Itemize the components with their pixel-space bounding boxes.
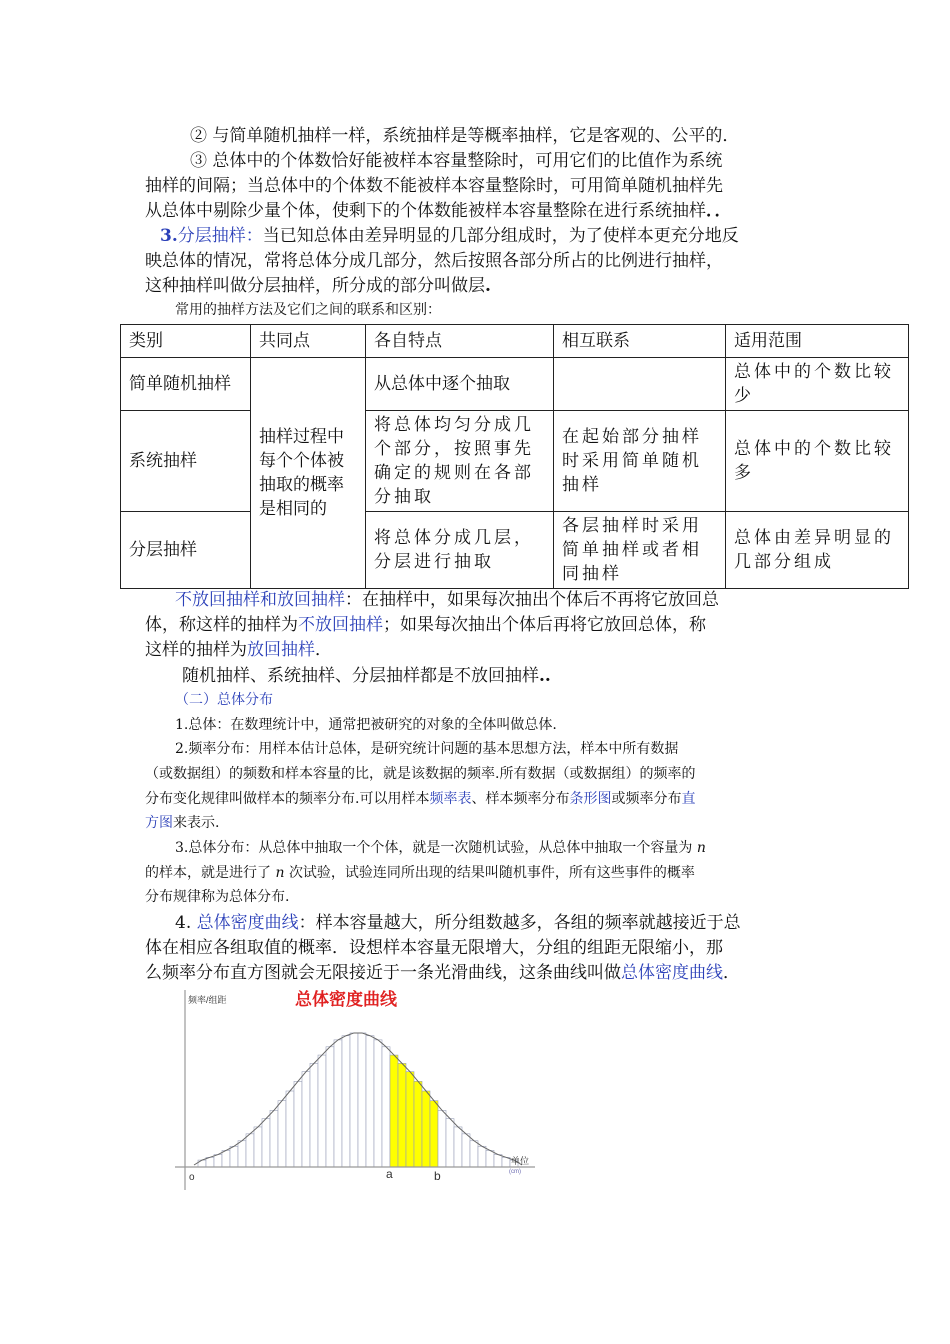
- text-line: 2.频率分布：用样本估计总体，是研究统计问题的基本思想方法，样本中所有数据: [175, 741, 679, 757]
- text-line: [145, 199, 732, 223]
- text-line: ③ 总体中的个体数恰好能被样本容量整除时，可用它们的比值作为系统: [190, 151, 723, 171]
- text-line: 映总体的情况，常将总体分成几部分，然后按照各部分所占的比例进行抽样，: [145, 251, 723, 271]
- text-span: 3.总体分布：从总体中抽取一个个体，就是一次随机试验，从总体中抽取一个容量为: [175, 840, 693, 856]
- text-span: n: [275, 865, 285, 881]
- table-cell: [554, 358, 726, 411]
- table-cell: 分层抽样: [121, 512, 251, 589]
- text-span: 次试验，试验连同所出现的结果叫随机事件，所有这些事件的概率: [288, 865, 695, 881]
- histogram-bar: [446, 1119, 454, 1167]
- histogram-bar: [302, 1072, 310, 1167]
- table-header-row: [121, 325, 909, 358]
- text-span: 的样本，就是进行了: [145, 865, 271, 881]
- histogram-bar: [366, 1036, 374, 1167]
- histogram-bar: [270, 1110, 278, 1167]
- text-span: 这种抽样叫做分层抽样，所分成的部分叫做层: [145, 276, 485, 296]
- text-span: 随机抽样、系统抽样、分层抽样都是不放回抽样: [182, 666, 539, 686]
- histogram-bar: [374, 1040, 382, 1167]
- chart-title: 总体密度曲线: [295, 990, 397, 1009]
- table-caption: 常用的抽样方法及它们之间的联系和区别：: [175, 302, 441, 318]
- x-axis-unit: (cm): [509, 1169, 521, 1175]
- text-line: [145, 613, 706, 637]
- text-line: [145, 862, 695, 884]
- histogram-bar: [494, 1155, 502, 1167]
- table-row: [121, 512, 909, 589]
- density-definition: [175, 911, 741, 935]
- text-span: ：在抽样中，如果每次抽出个体后不再将它放回总: [345, 590, 719, 610]
- header-cell: 适用范围: [726, 325, 909, 358]
- histogram-bar: [198, 1160, 206, 1167]
- highlighted-bar: [398, 1063, 406, 1167]
- table-cell: 在起始部分抽样时采用简单随机抽样: [554, 411, 726, 512]
- text-line: 抽样的间隔；当总体中的个体数不能被样本容量整除时，可用简单随机抽样先: [145, 176, 723, 196]
- tick-label-a: a: [386, 1167, 393, 1181]
- term-link[interactable]: 总体密度曲线: [621, 963, 723, 983]
- term-link[interactable]: 分层抽样：: [177, 226, 263, 246]
- item-number: 3.: [160, 226, 178, 246]
- table-cell: 总体中的个数比较多: [726, 411, 909, 512]
- replacement-definition: [175, 588, 719, 612]
- header-cell: 相互联系: [554, 325, 726, 358]
- table-cell: 总体中的个数比较少: [726, 358, 909, 411]
- y-axis-label: 频率/组距: [188, 995, 227, 1005]
- sampling-comparison-table: [120, 324, 909, 589]
- section-heading: （二）总体分布: [175, 692, 273, 708]
- histogram-bar: [478, 1146, 486, 1167]
- table-cell: 将总体均匀分成几个部分，按照事先确定的规则在各部分抽取: [366, 411, 554, 512]
- table-row: [121, 411, 909, 512]
- histogram-bar: [262, 1119, 270, 1167]
- histogram-bar: [294, 1081, 302, 1167]
- histogram-bar: [278, 1101, 286, 1167]
- histogram-bar: [454, 1127, 462, 1167]
- histogram-bar: [462, 1134, 470, 1167]
- highlighted-bar: [406, 1072, 414, 1167]
- histogram-bar: [486, 1150, 494, 1167]
- histogram-bar: [310, 1063, 318, 1167]
- histogram-bars: [198, 1033, 518, 1167]
- histogram-bar: [238, 1141, 246, 1167]
- text-span: 当已知总体由差异明显的几部分组成时，为了使样本更充分地反: [262, 226, 739, 246]
- text-line: ② 与简单随机抽样一样，系统抽样是等概率抽样，它是客观的、公平的．: [190, 126, 740, 146]
- tick-label-b: b: [434, 1169, 441, 1183]
- text-span: 来表示.: [173, 815, 220, 831]
- density-histogram-chart: [170, 985, 540, 1195]
- histogram-bar: [438, 1110, 446, 1167]
- histogram-bar: [254, 1127, 262, 1167]
- text-span: .: [485, 276, 491, 296]
- x-axis-label: 单位: [511, 1156, 530, 1166]
- text-span: 么频率分布直方图就会无限接近于一条光滑曲线，这条曲线叫做: [145, 963, 621, 983]
- text-line: [145, 788, 695, 810]
- histogram-bar: [246, 1134, 254, 1167]
- text-span: ；如果每次抽出个体后再将它放回总体，称: [383, 615, 706, 635]
- text-span: ．．: [706, 201, 732, 221]
- highlighted-bar: [430, 1101, 438, 1167]
- text-span: ..: [539, 666, 551, 686]
- histogram-bar: [230, 1146, 238, 1167]
- text-line: 分布规律称为总体分布.: [145, 889, 290, 905]
- term-link[interactable]: 不放回抽样和放回抽样: [175, 590, 345, 610]
- histogram-bar: [334, 1040, 342, 1167]
- text-line: [145, 812, 219, 834]
- text-line: [145, 961, 740, 985]
- table-cell: 总体由差异明显的几部分组成: [726, 512, 909, 589]
- histogram-bar: [214, 1155, 222, 1167]
- histogram-bar: [342, 1036, 350, 1167]
- term-link[interactable]: 频率表: [429, 791, 472, 807]
- table-cell: 将总体分成几层，分层进行抽取: [366, 512, 554, 589]
- histogram-bar: [318, 1055, 326, 1167]
- term-link[interactable]: 方图: [145, 815, 173, 831]
- text-line: 1.总体：在数理统计中，通常把被研究的对象的全体叫做总体.: [175, 717, 557, 733]
- text-line: 体在相应各组取值的概率．设想样本容量无限增大，分组的组距无限缩小，那: [145, 938, 723, 958]
- text-span: 从总体中剔除少量个体，使剩下的个体数能被样本容量整除在进行系统抽样: [145, 201, 706, 221]
- text-line: [145, 274, 491, 298]
- table-row: [121, 358, 909, 411]
- stratified-definition: [160, 224, 739, 248]
- text-span: ．: [723, 963, 740, 983]
- histogram-bar: [358, 1033, 366, 1167]
- text-line: [182, 664, 551, 688]
- table-cell: 各层抽样时采用简单抽样或者相同抽样: [554, 512, 726, 589]
- highlighted-bar: [422, 1091, 430, 1167]
- text-span: n: [696, 840, 706, 856]
- header-cell: 共同点: [251, 325, 366, 358]
- histogram-bar: [382, 1047, 390, 1167]
- histogram-bar: [470, 1141, 478, 1167]
- text-span: ：样本容量越大，所分组数越多，各组的频率就越接近于总: [298, 913, 741, 933]
- table-cell-common: 抽样过程中每个个体被抽取的概率是相同的: [251, 358, 366, 589]
- header-cell: 各自特点: [366, 325, 554, 358]
- item-number: 4.: [175, 913, 192, 933]
- histogram-bar: [222, 1150, 230, 1167]
- highlighted-bar: [414, 1081, 422, 1167]
- term-link[interactable]: 不放回抽样: [298, 615, 383, 635]
- term-link[interactable]: 总体密度曲线: [196, 913, 299, 933]
- text-span: 、样本频率分布: [471, 791, 570, 807]
- text-span: 分布变化规律叫做样本的频率分布.可以用样本: [145, 791, 430, 807]
- text-span: 这样的抽样为: [145, 640, 247, 660]
- text-line: [175, 837, 706, 859]
- histogram-bar: [286, 1091, 294, 1167]
- table-cell: 从总体中逐个抽取: [366, 358, 554, 411]
- text-line: [145, 638, 332, 662]
- text-span: 或频率分布: [611, 791, 682, 807]
- text-span: 体，称这样的抽样为: [145, 615, 298, 635]
- histogram-bar: [326, 1047, 334, 1167]
- text-span: ．: [315, 640, 332, 660]
- table-cell: 简单随机抽样: [121, 358, 251, 411]
- term-link[interactable]: 条形图: [569, 791, 612, 807]
- header-cell: 类别: [121, 325, 251, 358]
- table-cell: 系统抽样: [121, 411, 251, 512]
- term-link[interactable]: 直: [681, 791, 696, 807]
- origin-label: o: [189, 1172, 195, 1183]
- histogram-bar: [350, 1033, 358, 1167]
- term-link[interactable]: 放回抽样: [247, 640, 315, 660]
- highlighted-bar: [390, 1055, 398, 1167]
- text-line: （或数据组）的频数和样本容量的比，就是该数据的频率.所有数据（或数据组）的频率的: [145, 766, 696, 782]
